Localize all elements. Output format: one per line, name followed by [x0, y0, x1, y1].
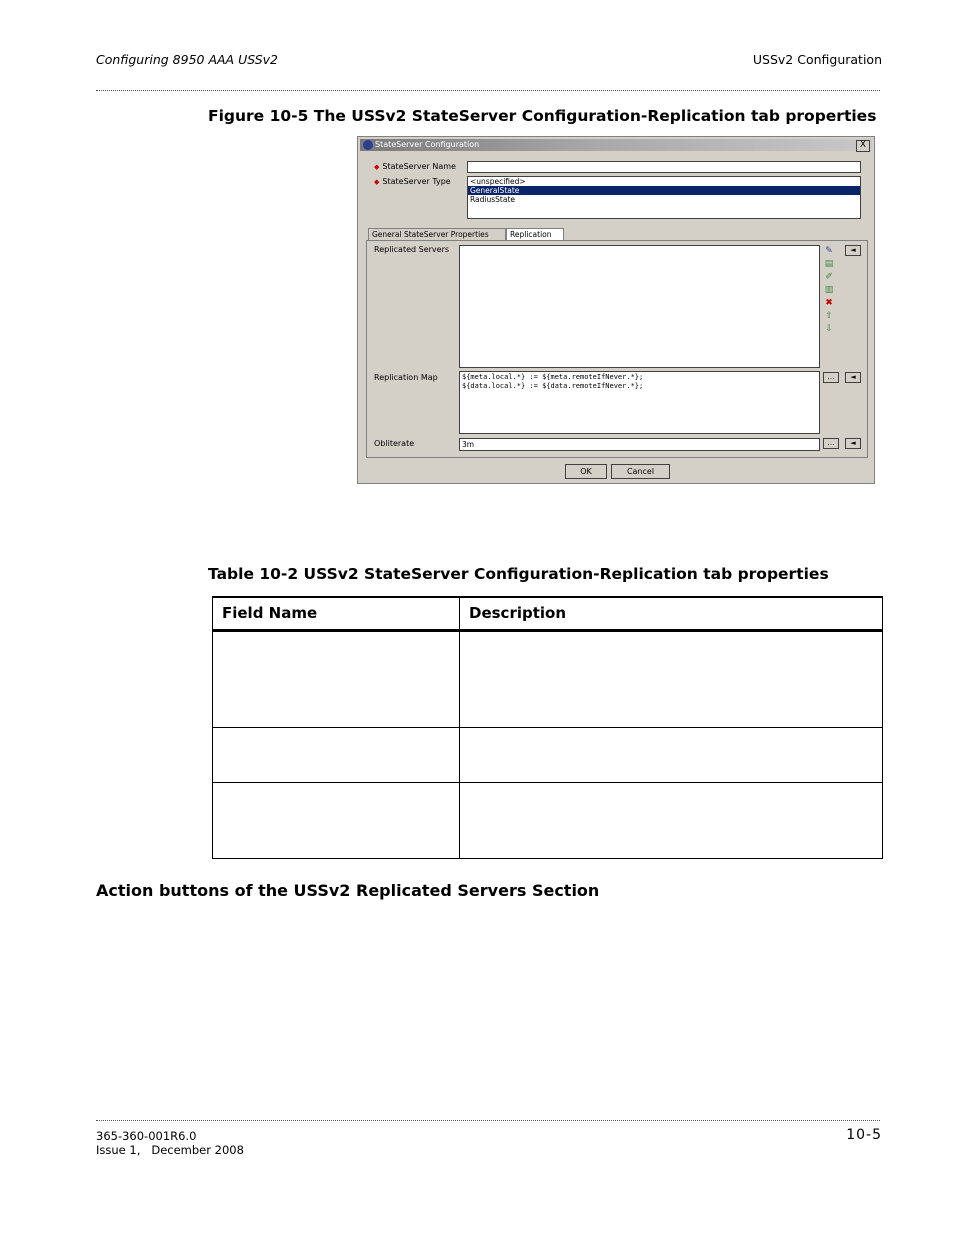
document-number: 365-360-001R6.0 — [96, 1129, 197, 1143]
replicated-servers-label: Replicated Servers — [374, 245, 450, 254]
table-cell-field-name — [213, 728, 460, 783]
replication-map-line: ${data.local.*} := ${data.remoteIfNever.*}; — [462, 382, 644, 390]
delete-server-icon[interactable]: ✖ — [825, 298, 833, 308]
edit-server-icon[interactable]: ✐ — [825, 272, 833, 282]
footer-divider — [96, 1120, 880, 1121]
table-cell-description — [460, 728, 883, 783]
obliterate-browse-button[interactable]: ... — [823, 438, 839, 449]
close-button[interactable]: X — [856, 140, 870, 152]
copy-server-icon[interactable]: ▥ — [824, 285, 834, 295]
stateserver-name-label: ◆ StateServer Name — [374, 162, 456, 171]
table-cell-description — [460, 631, 883, 728]
move-up-icon[interactable]: ⇧ — [825, 311, 833, 321]
running-header-title: Configuring 8950 AAA USSv2 — [96, 52, 279, 67]
table-header-row — [213, 597, 883, 631]
properties-table — [212, 596, 883, 859]
required-marker-icon: ◆ — [374, 163, 380, 171]
replication-map-line: ${meta.local.*} := ${meta.remoteIfNever.*}; — [462, 373, 644, 381]
column-header-field-name: Field Name — [213, 597, 460, 631]
stateserver-configuration-dialog — [357, 136, 875, 484]
footer-doc-info — [96, 1129, 244, 1157]
replication-tab-panel — [366, 240, 868, 458]
replication-map-textarea[interactable] — [459, 371, 820, 434]
page-number: 10-5 — [846, 1127, 882, 1143]
stateserver-type-label: ◆ StateServer Type — [374, 177, 451, 186]
add-server-icon[interactable]: ✎ — [825, 246, 833, 256]
type-option-radiusstate[interactable]: RadiusState — [470, 195, 515, 204]
type-option-generalstate[interactable]: GeneralState — [468, 186, 860, 195]
section-heading: Action buttons of the USSv2 Replicated Servers Section — [96, 881, 600, 900]
obliterate-input[interactable]: 3m — [459, 438, 820, 451]
new-server-icon[interactable]: ▤ — [824, 259, 834, 269]
figure-caption: Figure 10-5 The USSv2 StateServer Configuration-Replication tab properties — [208, 107, 877, 125]
issue-date: Issue 1, December 2008 — [96, 1143, 244, 1157]
stateserver-name-input[interactable] — [467, 161, 861, 173]
dialog-title-bar — [360, 139, 872, 151]
app-logo-icon — [363, 140, 373, 150]
table-row — [213, 728, 883, 783]
replication-map-collapse-button[interactable]: ◄ — [845, 372, 861, 383]
tab-general-stateserver-properties[interactable]: General StateServer Properties — [368, 228, 506, 240]
replication-map-browse-button[interactable]: ... — [823, 372, 839, 383]
tab-replication[interactable]: Replication — [506, 228, 564, 240]
table-cell-description — [460, 783, 883, 859]
replicated-servers-collapse-button[interactable]: ◄ — [845, 245, 861, 256]
table-caption: Table 10-2 USSv2 StateServer Configuration-Replication tab properties — [208, 565, 829, 583]
cancel-button[interactable]: Cancel — [611, 464, 670, 479]
move-down-icon[interactable]: ⇩ — [825, 324, 833, 334]
obliterate-collapse-button[interactable]: ◄ — [845, 438, 861, 449]
table-cell-field-name — [213, 631, 460, 728]
stateserver-type-list[interactable] — [467, 176, 861, 219]
replication-map-label: Replication Map — [374, 373, 438, 382]
replicated-servers-list[interactable] — [459, 245, 820, 368]
required-marker-icon: ◆ — [374, 178, 380, 186]
header-divider — [96, 90, 880, 91]
dialog-title: StateServer Configuration — [375, 140, 480, 149]
column-header-description: Description — [460, 597, 883, 631]
table-row — [213, 631, 883, 728]
table-cell-field-name — [213, 783, 460, 859]
running-header-section: USSv2 Configuration — [752, 52, 882, 67]
ok-button[interactable]: OK — [565, 464, 607, 479]
type-option-unspecified[interactable]: <unspecified> — [470, 177, 526, 186]
table-row — [213, 783, 883, 859]
obliterate-label: Obliterate — [374, 439, 415, 448]
